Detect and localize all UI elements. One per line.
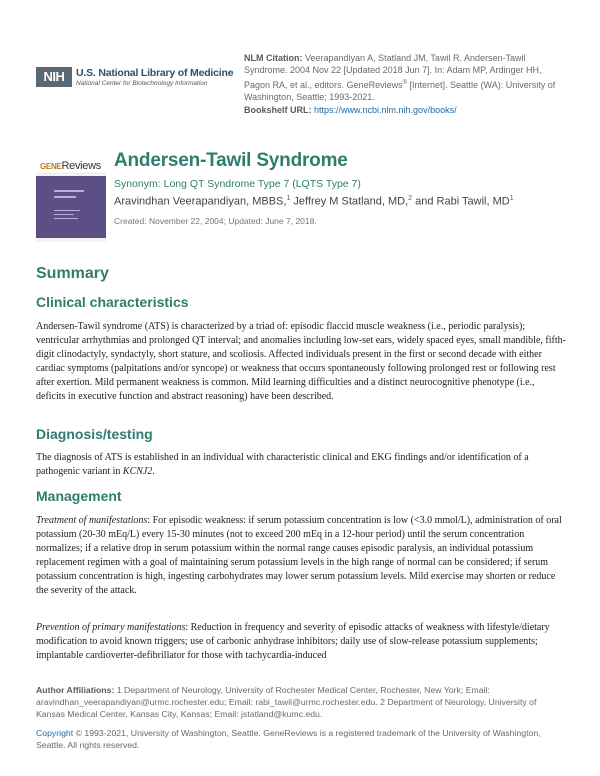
created-updated-dates: Created: November 22, 2004; Updated: June 7, 2018.: [114, 216, 317, 226]
summary-heading: Summary: [36, 265, 109, 282]
nlm-title: U.S. National Library of Medicine: [76, 67, 234, 79]
citation-text: Veerapandiyan A, Statland JM, Tawil R. Andersen-Tawil Syndrome. 2004 Nov 22 [Updated 2018 Jun 7]. In: Adam MP, Ardinger HH, Pagon RA, et al., editors. GeneReviews: [244, 53, 542, 90]
author-affiliations: Author Affiliations: 1 Department of Neurology, University of Rochester Medical Center, Rochester, New York; Email: aravindhan_veerapandiyan@urmc.rochester.edu; Email: rabi_tawil@urmc.rochester.edu. 2 Department of Neurology, University of Kansas Medical Center, Kansas City, Kansas; Email: jstatland@kumc.edu.: [36, 685, 537, 720]
copyright-notice: Copyright © 1993-2021, University of Washington, Seattle. GeneReviews is a registered trademark of the University of Washington, Seattle. All rights reserved.: [36, 728, 541, 751]
diagnosis-testing-heading: Diagnosis/testing: [36, 426, 153, 442]
author-affiliation-link[interactable]: 1: [509, 195, 514, 202]
synonym: Synonym: Long QT Syndrome Type 7 (LQTS Type 7): [114, 178, 361, 190]
book-cover-graphic: [36, 176, 106, 238]
clinical-characteristics-text: Andersen-Tawil syndrome (ATS) is characterized by a triad of: episodic flaccid muscle weakness (i.e., periodic paralysis); ventricular arrhythmias and prolonged QT interval; and anomalies including low-set ears, widely spaced eyes, small mandible, fifth-digit clinodactyly, syndactyly, short stature, and scoliosis. Affected individuals present in the first or second decade with either cardiac symptoms (palpitations and/or syncope) or weakness that occurs spontaneously following prolonged rest or following rest after exertion. Mild permanent weakness is common. Mild learning difficulties and a distinct neurocognitive phenotype (i.e., deficits in executive function and abstract reasoning) have been described.: [36, 321, 566, 403]
ncbi-subtitle: National Center for Biotechnology Information: [76, 80, 208, 87]
clinical-characteristics-heading: Clinical characteristics: [36, 294, 189, 310]
citation-text-2: [Internet]. Seattle (WA): University of Washington, Seattle; 1993-2021.: [244, 79, 556, 103]
diagnosis-testing-text: The diagnosis of ATS is established in an individual with characteristic clinical and EKG findings and/or identification of a pathogenic variant in KCNJ2.: [36, 452, 529, 478]
prevention-text: Prevention of primary manifestations: Reduction in frequency and severity of episodic attacks of weakness with lifestyle/dietary modification to avoid known triggers; use of carbonic anhydrase inhibitors; daily use of slow-release potassium supplements; implantable cardioverter-defibrillator for those with tachycardia-induced: [36, 622, 550, 662]
genereviews-brand: GENEReviews: [40, 160, 101, 172]
author-affiliation-link[interactable]: 1: [286, 195, 291, 202]
nih-logo-mark: NIH: [36, 67, 72, 87]
registered-mark: ®: [402, 79, 408, 86]
nih-logo: [36, 67, 233, 87]
copyright-link[interactable]: Copyright: [36, 728, 74, 738]
treatment-of-manifestations-text: Treatment of manifestations: For episodic weakness: if serum potassium concentration is low (<3.0 mmol/L), administration of oral potassium (20-30 mEq/L) every 15-30 minutes (not to exceed 200 mEq in a 12-hour period) until the serum concentration normalizes; if a relative drop in serum potassium within the normal range causes episodic paralysis, an individual potassium replacement regimen with a goal of maintaining serum potassium levels in the high range of normal can be considered; if serum potassium concentration is high, ingesting carbohydrates may lower serum potassium levels. Mild exercise may shorten or reduce the severity of the attack.: [36, 515, 562, 597]
author-list: Aravindhan Veerapandiyan, MBBS,$^1$ Jeffrey M Statland, MD,$^2$ and Rabi Tawil, $MD^1$: [114, 195, 514, 208]
genereviews-book-cover: [36, 150, 106, 242]
author-affiliation-link[interactable]: 2: [408, 195, 413, 202]
citation-label: NLM Citation:: [244, 53, 303, 63]
gene-name: KCNJ2: [122, 466, 153, 478]
page-title: Andersen-Tawil Syndrome: [114, 150, 348, 171]
management-heading: Management: [36, 488, 122, 504]
bookshelf-url-link[interactable]: https://www.ncbi.nlm.nih.gov/books/: [314, 104, 457, 115]
bookshelf-label: Bookshelf URL:: [244, 104, 312, 115]
nlm-citation: [244, 52, 564, 116]
